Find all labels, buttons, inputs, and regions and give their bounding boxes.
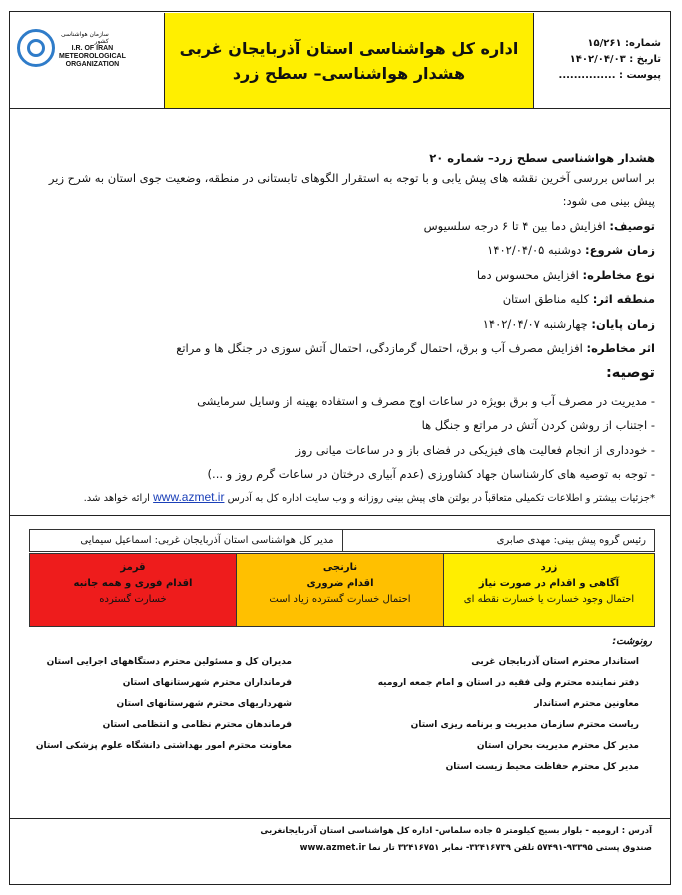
title-banner [165,13,534,108]
footer-contact: صندوق پستی ۹۳۳۹۵-۵۷۴۹۱ تلفن ۳۲۴۱۶۷۳۹- نمابر ۳۲۴۱۶۷۵۱ تار نما www.azmet.ir [299,843,652,853]
recommendation-heading: توصیه: [605,365,655,381]
recipient-item: فرماندهان محترم نظامی و انتظامی استان [102,720,292,730]
warning-level-title: هشدار هواشناسی– سطح زرد [232,63,466,83]
recipient-item: فرمانداران محترم شهرستانهای استان [122,678,292,688]
field-hazard-impact [176,341,655,355]
body-divider [9,515,671,516]
recipient-item: شهرداریهای محترم شهرستانهای استان [116,699,292,709]
level-action: آگاهی و اقدام در صورت نیاز [478,578,620,589]
warning-heading: هشدار هواشناسی سطح زرد– شماره ۲۰ [429,151,655,165]
field-end-time [483,317,655,331]
recipient-item: استاندار محترم استان آذربایجان غربی [471,657,639,667]
letter-number [534,38,661,54]
logo-en-line: ORGANIZATION [65,61,120,68]
letter-date [534,54,661,70]
recipients-left-column [36,657,292,762]
field-label: نوع مخاطره: [582,268,655,282]
header-divider [9,108,671,109]
field-value: افزایش دما بین ۴ تا ۶ درجه سلسیوس [423,219,610,233]
logo [11,13,165,108]
letter-meta [534,13,669,108]
level-description: احتمال خسارت گسترده زیاد است [269,594,411,605]
level-orange [236,553,444,627]
office-title: اداره کل هواشناسی استان آذربایجان غربی [179,38,519,58]
director-signature: مدیر کل هواشناسی استان آذربایجان غربی: اسماعیل سیمایی [30,530,343,552]
attachment-label: پیوست : [618,70,661,81]
logo-english-text [59,45,126,69]
field-value: افزایش محسوس دما [476,268,583,282]
footer-address: آدرس : ارومیه - بلوار بسیج کیلومتر ۵ جاده سلماس- اداره کل هواشناسی استان آذربایجانغربی [260,826,652,836]
logo-en-line: I.R. OF IRAN [71,45,114,52]
field-value: افزایش مصرف آب و برق، احتمال گرمازدگی، احتمال آتش سوزی در جنگل ها و مراتع [176,341,587,355]
field-value: چهارشنبه ۱۴۰۲/۰۴/۰۷ [482,317,592,331]
logo-en-line: METEOROLOGICAL [59,53,126,60]
level-action: اقدام ضروری [306,578,374,589]
field-label: منطقه اثر: [592,292,655,306]
field-value: کلیه مناطق استان [502,292,593,306]
field-label: زمان شروع: [585,243,655,257]
level-name: نارنجی [322,562,358,573]
recipient-item: ریاست محترم سازمان مدیریت و برنامه ریزی استان [410,720,639,730]
level-name: زرد [540,562,558,573]
recipients-title: رونوشت: [612,636,652,647]
recipient-item: مدیر کل محترم حفاظت محیط زیست استان [445,762,639,772]
forecast-head-signature: رئیس گروه پیش بینی: مهدی صابری [342,530,655,552]
recipient-item: معاونین محترم استاندار [534,699,639,709]
recipient-item: دفتر نماینده محترم ولی فقیه در استان و امام جمعه ارومیه [377,678,639,688]
recipient-item: مدیر کل محترم مدیریت بحران استان [476,741,639,751]
number-label: شماره: [625,38,661,49]
note-text: *جزئیات بیشتر و اطلاعات تکمیلی متعاقباً در بولتن های پیش بینی روزانه و وب سایت اداره کل به آدرس [227,493,655,504]
date-value: ۱۴۰۲/۰۴/۰۳ [569,54,626,65]
level-yellow [443,553,655,627]
level-description: خسارت گسترده [99,594,167,605]
recipient-item: مدیران کل و مسئولین محترم دستگاههای اجرایی استان [46,657,292,667]
recommendation-item: - اجتناب از روشن کردن آتش در مراتع و جنگل ها [421,418,655,432]
recipient-item: معاونت محترم امور بهداشتی دانشگاه علوم پزشکی استان [35,741,292,751]
field-start-time [487,243,655,257]
footer-divider [9,818,671,819]
intro-line: پیش بینی می شود: [562,194,655,208]
field-value: دوشنبه ۱۴۰۲/۰۴/۰۵ [487,243,586,257]
logo-persian-text [61,31,109,45]
number-value: ۱۵/۲۶۱ [587,38,622,49]
field-hazard-type [477,268,655,282]
field-label: اثر مخاطره: [586,341,655,355]
recommendation-item: - توجه به توصیه های کارشناسان جهاد کشاورزی (عدم آبیاری درختان در ساعات گرم روز و ...) [207,467,655,481]
field-impact-area [503,292,655,306]
recipients-right-column [378,657,639,783]
level-description: احتمال وجود خسارت یا خسارت نقطه ای [463,594,635,605]
level-red [29,553,237,627]
signature-table [29,529,655,552]
logo-fa-line: سازمان هواشناسی [61,31,109,38]
level-name: قرمز [120,562,146,573]
recommendation-item: - خودداری از انجام فعالیت های فیزیکی در فضای باز و در ساعات میانی روز [295,443,655,457]
details-note [84,490,655,504]
logo-fa-line: کشور [94,38,109,45]
date-label: تاریخ : [629,54,661,65]
attachment-value: ............... [558,70,616,81]
field-description [424,219,655,233]
letterhead [11,13,669,108]
meteorological-logo-icon [17,29,55,67]
field-label: زمان پایان: [591,317,655,331]
intro-line: بر اساس بررسی آخرین نقشه های پیش یابی و با توجه به استقرار الگوهای تابستانی در منطقه، وضعیت جوی استان به شرح زیر [48,171,655,185]
field-label: توصیف: [609,219,655,233]
level-action: اقدام فوری و همه جانبه [73,578,193,589]
letter-attachment [534,70,661,86]
website-link[interactable]: www.azmet.ir [153,490,225,504]
recommendation-item: - مدیریت در مصرف آب و برق بویژه در ساعات اوج مصرف و استفاده بهینه از وسایل سرمایشی [197,394,655,408]
note-text: ارائه خواهد شد. [83,493,150,504]
